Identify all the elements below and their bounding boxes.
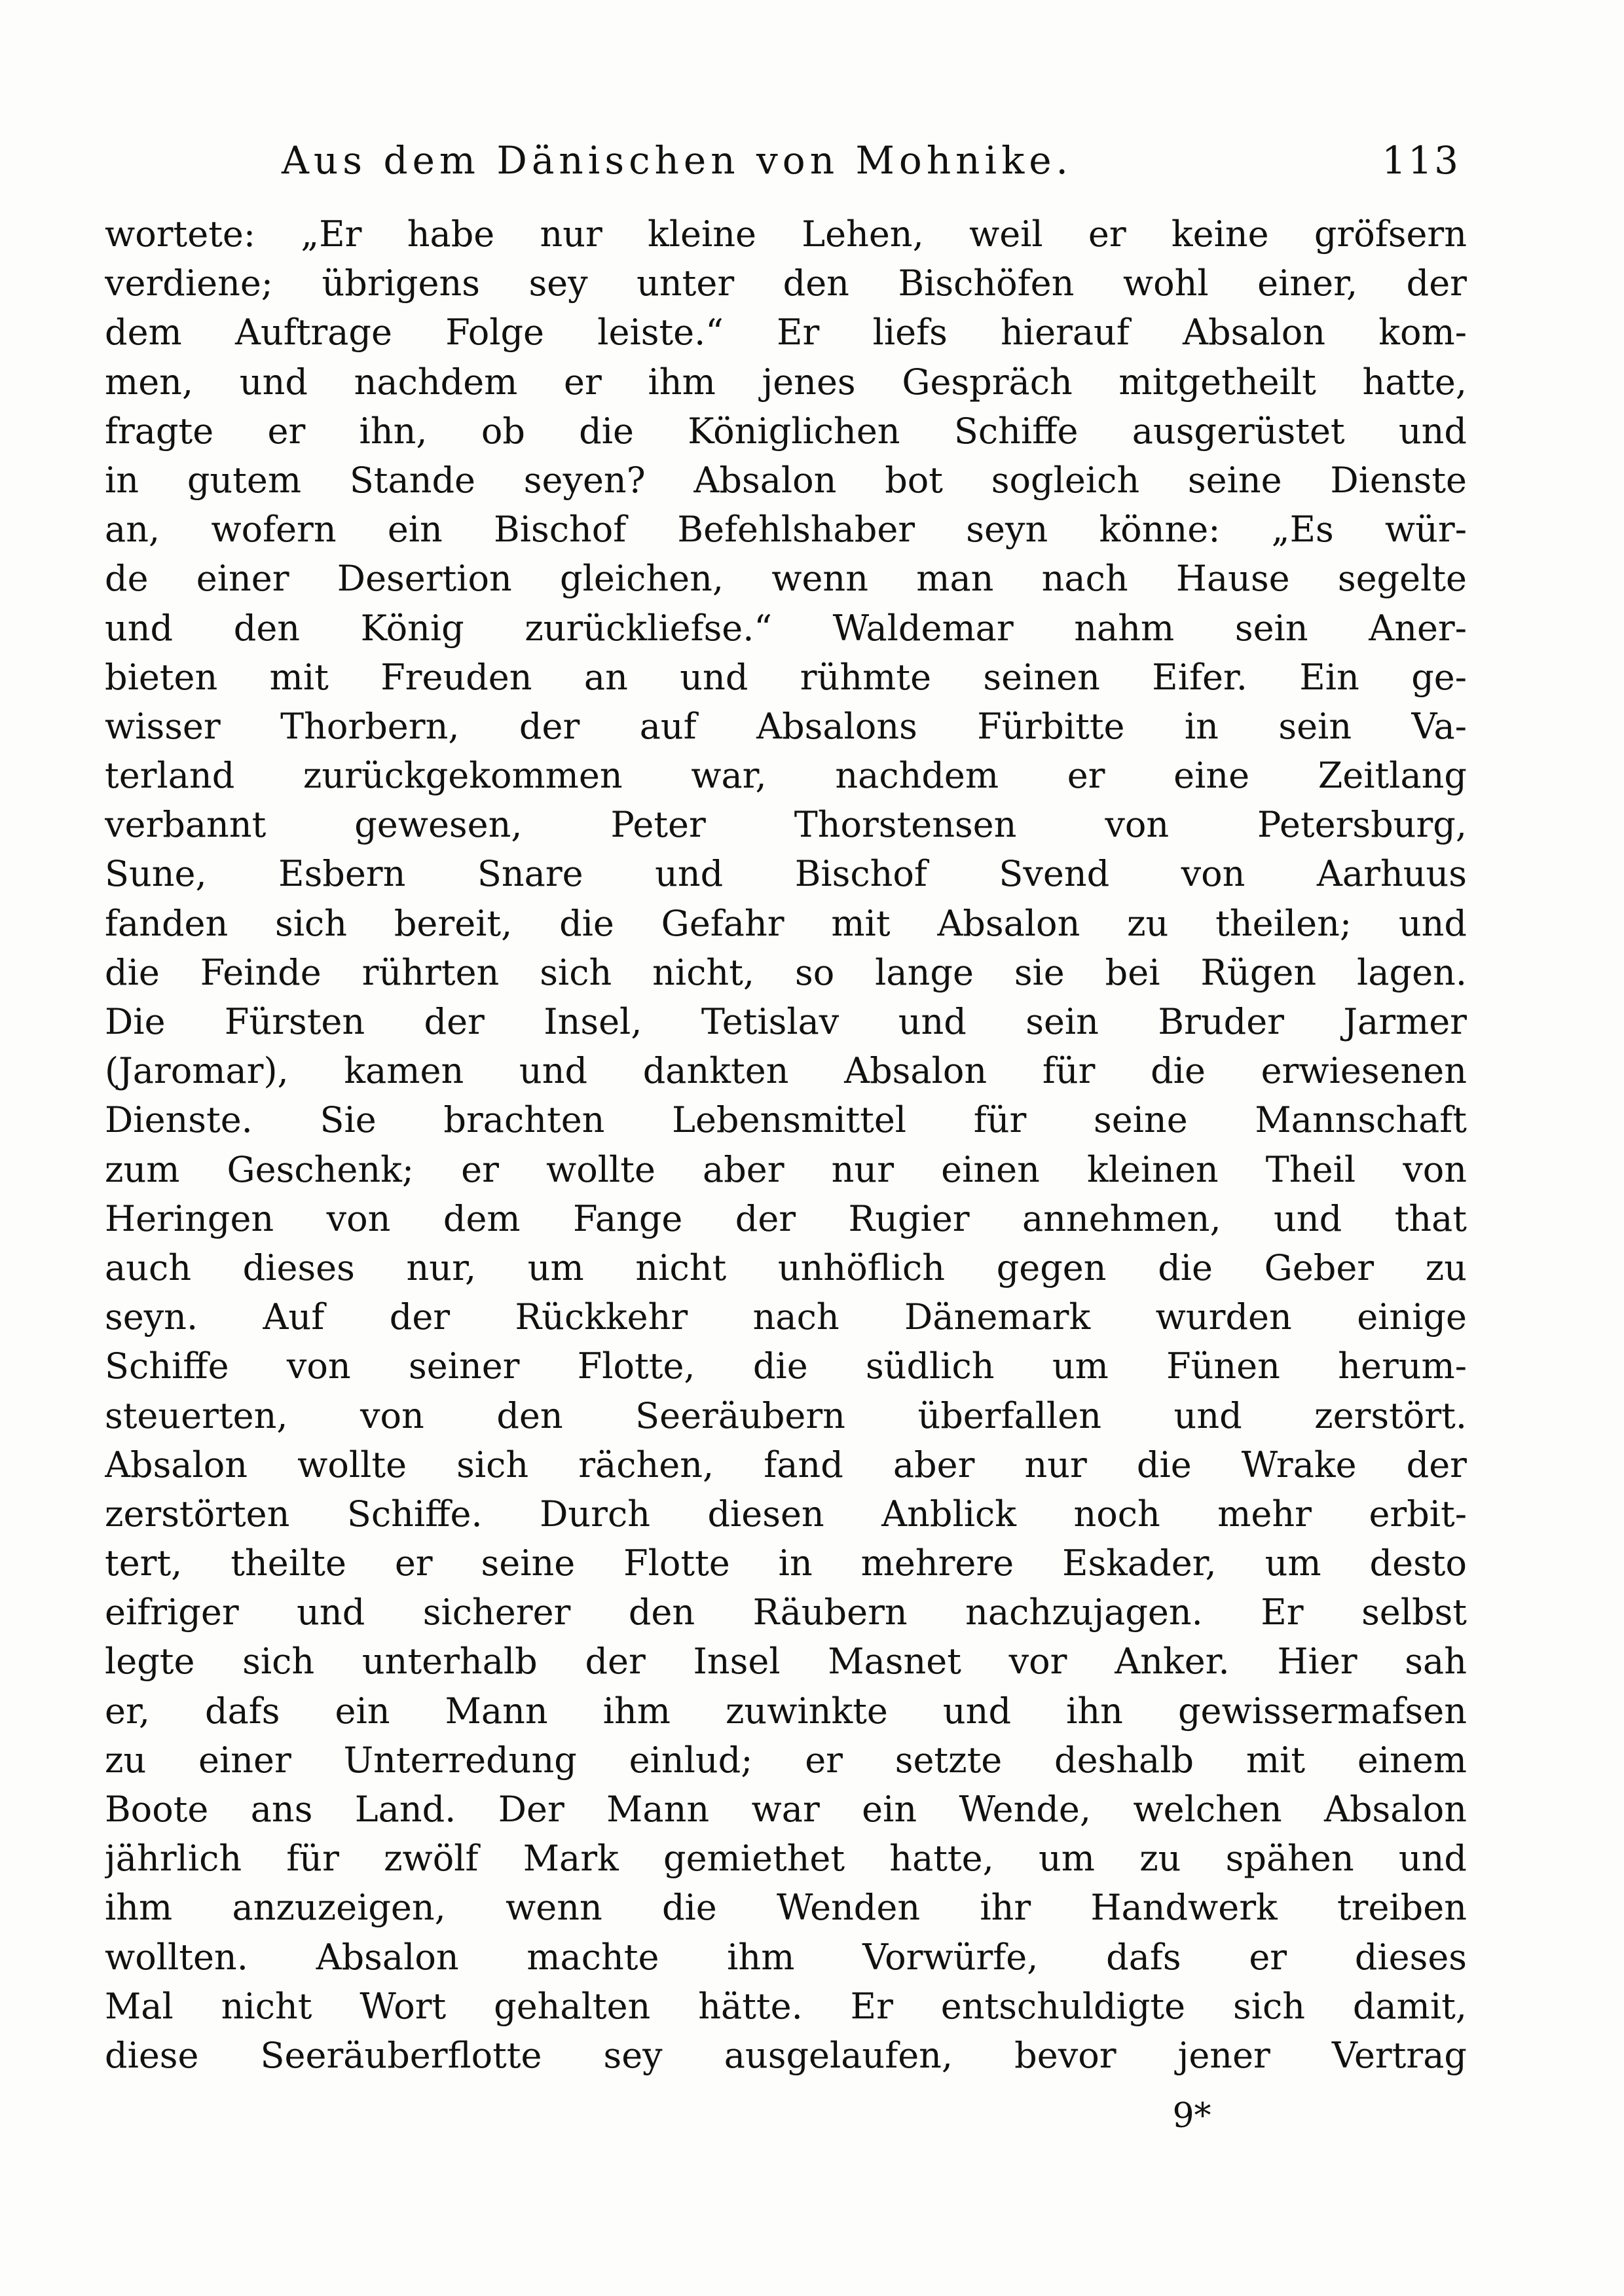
text-line: eifriger und sicherer den Räubern nachzujagen. Er selbst: [105, 1592, 1467, 1633]
text-line: Absalon wollte sich rächen, fand aber nur die Wrake der: [105, 1444, 1467, 1485]
text-line: er, dafs ein Mann ihm zuwinkte und ihn gewissermafsen: [105, 1690, 1467, 1732]
text-line: terland zurückgekommen war, nachdem er eine Zeitlang: [105, 755, 1467, 797]
text-line: die Feinde rührten sich nicht, so lange sie bei Rügen lagen.: [105, 951, 1467, 993]
page-number: 113: [1382, 138, 1460, 183]
text-line: (Jaromar), kamen und dankten Absalon für die erwiesenen: [105, 1050, 1467, 1092]
text-line: fanden sich bereit, die Gefahr mit Absalon zu theilen; und: [105, 902, 1467, 944]
text-line: Heringen von dem Fange der Rugier annehmen, und that: [105, 1197, 1467, 1239]
signature-mark: 9*: [1172, 2096, 1211, 2136]
text-line: Sune, Esbern Snare und Bischof Svend von Aarhuus: [105, 853, 1467, 895]
text-line: fragte er ihn, ob die Königlichen Schiffe ausgerüstet und: [105, 410, 1467, 452]
text-line: Dienste. Sie brachten Lebensmittel für seine Mannschaft: [105, 1099, 1467, 1141]
text-line: Schiffe von seiner Flotte, die südlich um Fünen herum-: [105, 1345, 1467, 1387]
text-line: bieten mit Freuden an und rühmte seinen Eifer. Ein ge-: [105, 656, 1467, 698]
text-line: dem Auftrage Folge leiste.“ Er liefs hierauf Absalon kom-: [105, 312, 1467, 354]
text-line: in gutem Stande seyen? Absalon bot sogleich seine Dienste: [105, 459, 1467, 501]
text-line: zu einer Unterredung einlud; er setzte deshalb mit einem: [105, 1739, 1467, 1781]
text-line: verbannt gewesen, Peter Thorstensen von Petersburg,: [105, 804, 1467, 846]
text-line: de einer Desertion gleichen, wenn man nach Hause segelte: [105, 558, 1467, 600]
text-line: diese Seeräuberflotte sey ausgelaufen, bevor jener Vertrag: [105, 2034, 1467, 2076]
text-line: wortete: „Er habe nur kleine Lehen, weil er keine gröfsern: [105, 213, 1467, 255]
text-line: tert, theilte er seine Flotte in mehrere Eskader, um desto: [105, 1542, 1467, 1584]
text-line: seyn. Auf der Rückkehr nach Dänemark wurden einige: [105, 1296, 1467, 1338]
text-line: auch dieses nur, um nicht unhöflich gegen die Geber zu: [105, 1247, 1467, 1288]
text-line: verdiene; übrigens sey unter den Bischöfen wohl einer, der: [105, 263, 1467, 304]
text-line: ihm anzuzeigen, wenn die Wenden ihr Handwerk treiben: [105, 1887, 1467, 1929]
text-line: Boote ans Land. Der Mann war ein Wende, welchen Absalon: [105, 1789, 1467, 1830]
text-line: Die Fürsten der Insel, Tetislav und sein Bruder Jarmer: [105, 1001, 1467, 1042]
text-line: zerstörten Schiffe. Durch diesen Anblick noch mehr erbit-: [105, 1493, 1467, 1535]
text-line: steuerten, von den Seeräubern überfallen und zerstört.: [105, 1394, 1467, 1436]
text-line: und den König zurückliefse.“ Waldemar nahm sein Aner-: [105, 607, 1467, 649]
running-title: Aus dem Dänischen von Mohnike.: [282, 138, 1073, 183]
text-line: wisser Thorbern, der auf Absalons Fürbitte in sein Va-: [105, 705, 1467, 747]
text-line: zum Geschenk; er wollte aber nur einen kleinen Theil von: [105, 1148, 1467, 1190]
text-line: men, und nachdem er ihm jenes Gespräch mitgetheilt hatte,: [105, 361, 1467, 403]
text-line: an, wofern ein Bischof Befehlshaber seyn könne: „Es wür-: [105, 509, 1467, 551]
page-header: [282, 131, 1460, 190]
body-text: [105, 210, 1467, 2080]
text-line: legte sich unterhalb der Insel Masnet vor Anker. Hier sah: [105, 1641, 1467, 1683]
text-line: wollten. Absalon machte ihm Vorwürfe, dafs er dieses: [105, 1936, 1467, 1978]
text-line: jährlich für zwölf Mark gemiethet hatte, um zu spähen und: [105, 1838, 1467, 1880]
text-line: Mal nicht Wort gehalten hätte. Er entschuldigte sich damit,: [105, 1985, 1467, 2027]
